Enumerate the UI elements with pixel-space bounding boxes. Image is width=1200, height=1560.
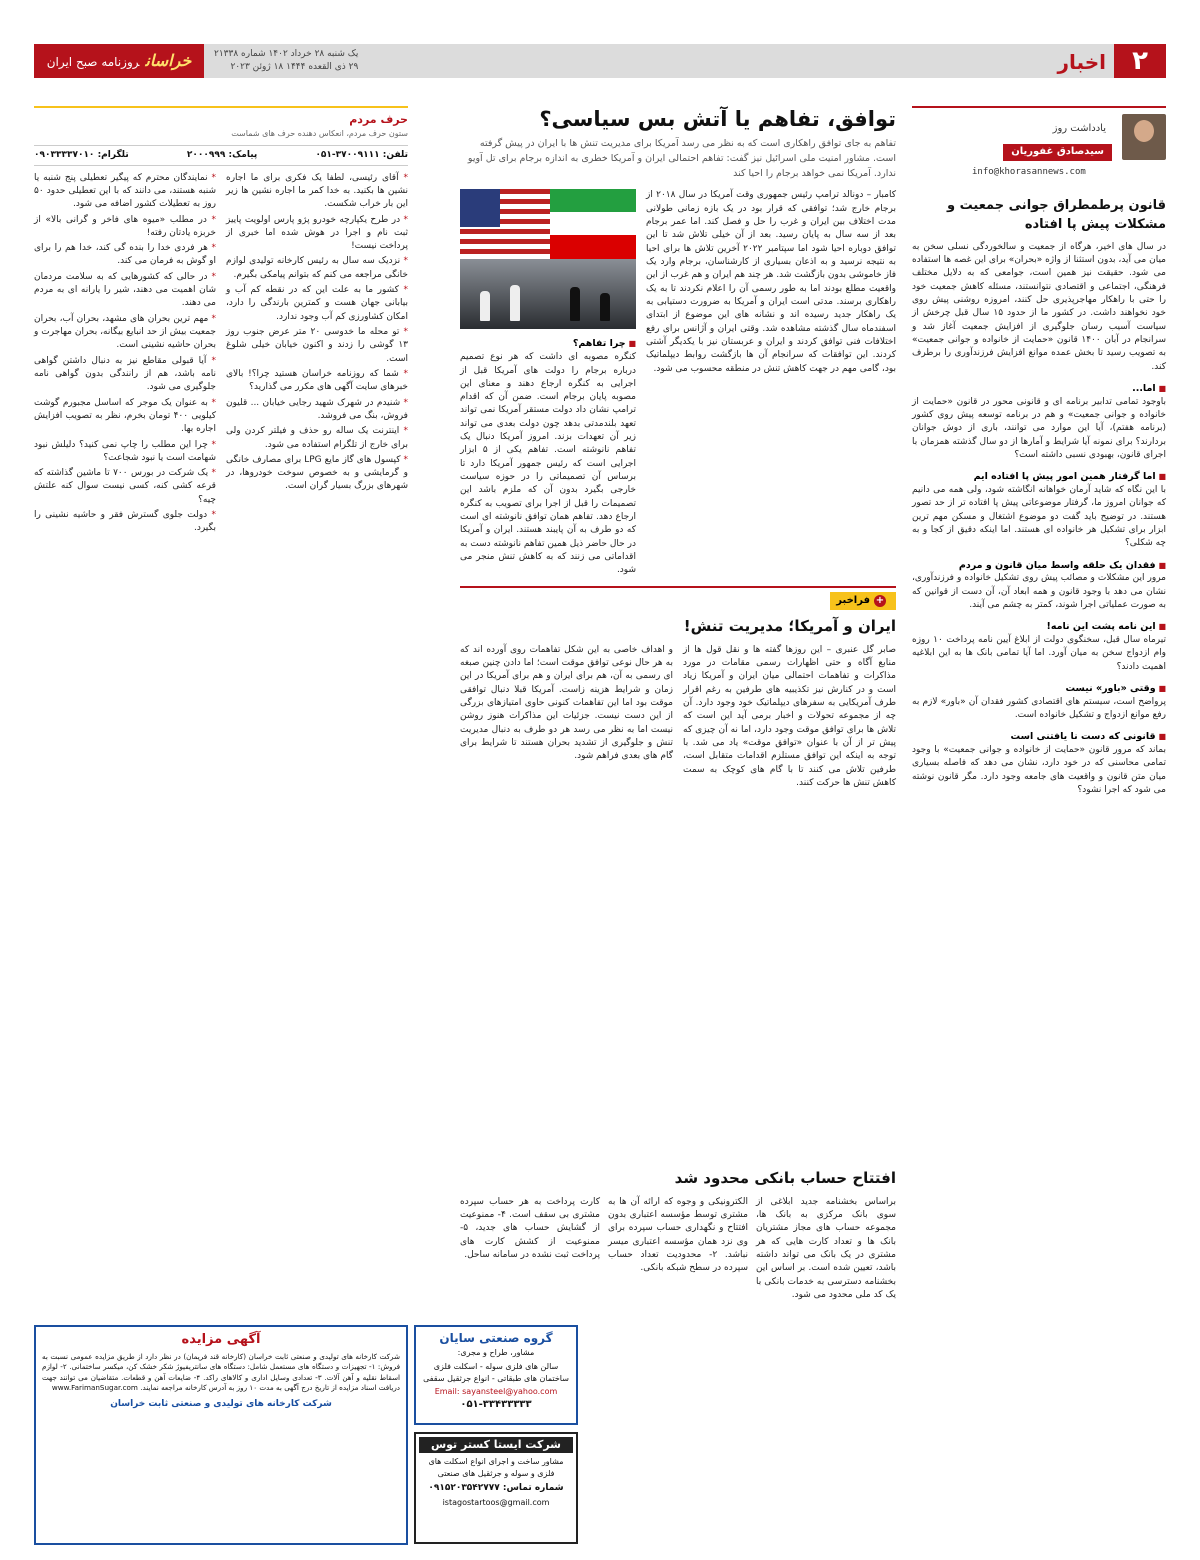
chess-piece-white — [510, 285, 520, 321]
author-name: سیدصادق غفوریان — [1003, 144, 1112, 161]
memo-para-1: باوجود تمامی تدابیر برنامه ای و قانونی محور در قانون «حمایت از خانواده و جوانی جمعیت» و هم در برنامه توسعه پیش روی کشور (برنامه هفتم)، آیا این موارد می توانند، باری از دوش جوانان بردارند؟ برای نمونه آیا شرایط و آمارها از دو سال گذشته همزمان با اجرای قانون، بهبودی نسبی داشته است؟ — [912, 396, 1166, 460]
people-voice-column — [34, 106, 408, 538]
people-voice-item: * آیا قبولی مقاطع نیز به دنبال داشتن گواهی نامه باشد، هم از رانندگی بدون گواهی نامه جلوگیری می شود. — [34, 355, 216, 395]
us-flag-canton — [460, 189, 500, 227]
sayan-ad-services: سالن های فلزی سوله - اسکلت فلزی ساختمان های طبقاتی - انواع جرثقیل سقفی — [423, 1361, 569, 1383]
sayan-ad-email[interactable]: Email: sayansteel@yahoo.com — [434, 1387, 558, 1397]
main-lead: تفاهم به جای توافق راهکاری است که به نظر می رسد آمریکا برای مدیریت تنش ها با ایران در پیش گرفته است. مشاور امنیت ملی اسرائیل نیز گفت: تفاهم احتمالی ایران و آمریکا خطری به اندازه برجام برای تل آویو ندارد. آمریکا نمی خواهد برجام را احیا کند — [467, 138, 896, 179]
people-voice-item: * اینترنت یک ساله رو حذف و فیلتر کردن ولی برای خارج از تلگرام استفاده می شود. — [226, 425, 408, 452]
people-voice-item: * شما که روزنامه خراسان هستید چرا؟! بالای خبرهای سایت آگهی های مکرر می گذارید؟ — [226, 368, 408, 395]
main-news-column — [460, 106, 896, 790]
people-voice-item: * به عنوان یک موجر که اساسل مجبورم گوشت کیلویی ۴۰۰ تومان بخرم، نظر به تصویب افزایش اجاره بها. — [34, 397, 216, 437]
people-voice-item: * تو محله ما خدوسی ۲۰ متر عرض جنوب روز ۱۳ گوشی را زدند و اکنون خیابان خیلی شلوغ است. — [226, 326, 408, 366]
people-voice-item: * چرا این مطلب را چاپ نمی کنید؟ دلیلش نبود شهامت است یا نبود شجاعت؟ — [34, 439, 216, 466]
people-voice-item: * مهم ترین بحران های مشهد، بحران آب، بحران جمعیت بیش از حد انبایع بیگانه، بحران مهاجرت و بحران حاشیه نشینی است. — [34, 313, 216, 353]
sayan-ad-phone[interactable]: ۰۵۱-۳۳۴۳۳۳۳۳ — [460, 1398, 532, 1410]
memo-para-6: بماند که مرور قانون «حمایت از خانواده و جوانی جمعیت» با وجود تمامی محاسنی که در خود دارد، نشان می دهد که فاصله بسیاری میان متن قانون و واقعیت های جامعه وجود دارد. مگر قانون نوشته می شود که اجرا نشود؟ — [912, 745, 1166, 796]
farakhabar-section — [460, 586, 896, 791]
auction-ad-body: شرکت کارخانه های تولیدی و صنعتی ثابت خراسان (کارخانه قند فریمان) در نظر دارد از طریق مزایده عمومی نسبت به فروش: ۱- تجهیزات و دستگاه های مستعمل شامل: دستگاه های سانتریفیوژ شکر خشک کن، میکسر ساختمانی. ۲- لوازم اسقاط نقلیه و آهن آلات. ۳- تعدادی وسایل اداری و کالاهای راکد. ۴- ضایعات آهن و قطعات. متقاضیان می توانند جهت دریافت اسناد مزایده از تاریخ درج آگهی به مدت ۱۰ روز به آدرس کارخانه مراجعه نمایند. www.FarimanSugar.com — [42, 1351, 401, 1393]
masthead — [34, 44, 1166, 78]
memo-label: یادداشت روز — [1052, 123, 1106, 134]
newspaper-logo[interactable] — [34, 44, 204, 78]
chess-piece-black — [570, 287, 580, 321]
istakaster-ad-website[interactable]: istagostartoos@gmail.com — [442, 1498, 550, 1508]
people-voice-title: حرف مردم — [349, 113, 408, 126]
secondary-col1-text: صابر گل عنبری – این روزها گفته ها و نقل قول ها از منابع آگاه و حتی اظهارات رسمی مقامات در مورد مذاکرات و تفاهمات احتمالی میان ایران و آمریکا زیاد است و در کنارش نیز تکذیبیه های طرفین به رغم اقرار طرف آمریکایی به سفرهای دیپلماتیک خود وجود دارد. آن چه از مجموعه تحولات و اخبار برمی آید این است که تلاش ها برای توافق موقت وجود دارد، اما نه آن چیزی که پیش تر از آن با عنوان «توافق موقت» یاد می شد. با توجه به اینکه این توافق مستلزم اقدامات متقابل است، طرفین تلاش می کنند تا با گام های کوچک به سمت کاهش تنش ها حرکت کنند. — [683, 644, 896, 788]
sayan-ad-subtitle: مشاور، طراح و مجری: — [457, 1348, 535, 1358]
auction-ad[interactable] — [34, 1325, 408, 1545]
farakhabar-label: فراخبر — [836, 594, 870, 606]
istakaster-ad[interactable] — [414, 1432, 578, 1544]
people-voice-item: * نزدیک سه سال به رئیس کارخانه تولیدی لوازم خانگی مراجعه می کنم که بتوانم پیامکی بگیرم. — [226, 255, 408, 282]
contact-sms[interactable]: پیامک: ۲۰۰۰۹۹۹ — [186, 149, 258, 160]
people-voice-item: * کپسول های گاز مایع LPG برای مصارف خانگی و گرمایشی و به خصوص سوخت خودروها، در شهرهای بزرگ بسیار گران است. — [226, 454, 408, 494]
author-email[interactable]: info@khorasannews.com — [972, 167, 1086, 177]
people-voice-item: * یک شرکت در بورس ۷۰۰ تا ماشین گذاشته که قرعه کشی کنه، کسی نیست سوال کنه علتش چیه؟ — [34, 467, 216, 507]
issue-date-line2: ۲۹ ذی القعده ۱۴۴۴ ۱۸ ژوئن ۲۰۲۳ — [230, 62, 359, 72]
people-voice-item: * دولت جلوی گسترش فقر و حاشیه نشینی را بگیرد. — [34, 509, 216, 536]
issue-date — [214, 48, 358, 74]
main-headline[interactable]: توافق، تفاهم یا آتش بس سیاسی؟ — [539, 107, 896, 131]
people-voice-item: * آقای رئیسی، لطفا یک فکری برای ما اجاره نشین ها بکنید. به خدا کمر ما اجاره نشین ها زیر این بار خراب شکست. — [226, 172, 408, 212]
people-voice-item: * شنیدم در شهرک شهید رجایی خیابان ... قلیون فروش، بنگ می فروشد. — [226, 397, 408, 424]
people-voice-item: * هر فردی خدا را بنده گی کند، خدا هم را برای او گوش به فرمان می کند. — [34, 242, 216, 269]
memo-subhead-6: ■ قانونی که دست نا یافتنی است — [912, 730, 1166, 744]
bank-col3-text: کارت پرداخت به هر حساب سپرده مشتری بی سقف است. ۴- ممنوعیت از گشایش حساب های جدید، ۵- ممنوعیت از کشش کارت های پرداخت ثبت نشده در سامانه ساحل. — [460, 1196, 600, 1260]
chess-board — [460, 259, 636, 329]
memo-intro: در سال های اخیر، هرگاه از جمعیت و سالخوردگی نسلی سخن به میان می آید، بدون استثنا از واژه «بحران» برای این غصه ها استفاده می شود. حقیقت نیز همین است، جوامعی که به دلایل مختلف فرهنگی، اجتماعی و اقتصادی نتوانستند، مسئله کاهش جمعیت خود را حتی با راهکار مهاجرپذیری حل کنند، امروزه روشنی پیش روی خود نخواهند داشت. در کشور ما از حدود ۱۵ سال قبل چرخش از سیاست آسیب رسان جلوگیری از افزایش جمعیت آغاز شد و سرانجام در آبان ۱۴۰۰ قانون «حمایت از خانواده و جوانی جمعیت» به تصویب رسید تا بخش عمده موانع افزایش فرزندآوری را برطرف کند. — [912, 241, 1166, 372]
memo-headline: قانون پرطمطراق جوانی جمعیت و مشکلات پیش پا افتاده — [947, 198, 1166, 232]
memo-para-3: مرور این مشکلات و مصائب پیش روی تشکیل خانواده و فرزندآوری، نشان می دهد با وجود قانون و همه ابعاد آن، آن دست از قوانین که به صورت عملیاتی اجرا شوند، کمتر به چشم می آیند. — [912, 573, 1166, 610]
main-image-column — [460, 189, 636, 577]
memo-subhead-1: ■ اما... — [912, 382, 1166, 396]
chess-piece-black — [600, 293, 610, 321]
memo-subhead-4: ■ این نامه پشت این نامه! — [912, 620, 1166, 634]
memo-subhead-2: ■ اما گرفتار همین امور پیش پا افتاده ایم — [912, 470, 1166, 484]
main-col2-text: کنگره مصوبه ای داشت که هر نوع تصمیم درباره برجام را دولت های آمریکا قبل از اجرایی به کنگره ارجاع دهند و معنای این مصوبه پایان برجام است. ضمن آن که اقدام ترامپ نشان داد دولت مستقر آمریکا نمی تواند تعهد بلندمدتی بدهد چون دولت بعدی می تواند زیر آن تعهدات بزند. امروز آمریکا دنبال یک تفاهم نانوشته است. تفاهم یکی از ۵ ابزار اجرایی است که رئیس جمهور آمریکا دارد تا برساس آن تصمیماتی را در حوزه سیاست خارجی بگیرد بدون آن که ملزم باشد این تصمیمات را قبل از اجرا برای تصویب به کنگره ارجاع دهد. تفاهم همان توافق نانوشته ای است که دو طرف به آن پایبند هستند. ایران و آمریکا در حال حاضر ذیل همین تفاهم نانوشته دست به اقداماتی می زنند که به کاهش تنش منجر می شود. — [460, 352, 636, 576]
bank-article — [460, 1160, 896, 1302]
author-box — [912, 106, 1166, 166]
main-text-column-1 — [646, 189, 896, 577]
why-understanding-subhead: ■ چرا تفاهم؟ — [460, 337, 636, 351]
logo-tagline: روزنامه صبح ایران — [46, 55, 140, 69]
istakaster-ad-title: شرکت ایستا کستر توس — [419, 1437, 573, 1453]
auction-ad-title: آگهی مزایده — [181, 1332, 261, 1347]
plus-icon: + — [875, 594, 885, 606]
page-number: ۲ — [1114, 44, 1166, 78]
iran-flag-red — [550, 235, 636, 259]
iran-flag-white — [550, 212, 636, 235]
memo-para-2: با این نگاه که شاید آرمان خواهانه انگاشته شود، ولی همه می دانیم که جوانان امروز ما، گرفتار موضوعاتی پیش پا افتاده تر از حد تصور هستند. در توضیح باید گفت دو موضوع اشتغال و مسکن مهم ترین ابزار برای تشکیل هر خانواده ای هستند. اما اینکه دقیق از کجا و به چه شکلی؟ — [912, 484, 1166, 549]
bank-columns — [460, 1196, 896, 1303]
chess-piece-white — [480, 291, 490, 321]
people-voice-item: * در مطلب «میوه های فاخر و گرانی بالا» از خربزه یادتان رفته! — [34, 214, 216, 241]
logo-brand: خراسان — [145, 51, 192, 70]
people-voice-item: * نمایندگان محترم که پیگیر تعطیلی پنج شنبه یا شنبه هستند، می دانند که با این تعطیلی حدود ۵۰ روز به تعطیلات کشور اضافه می شود. — [34, 172, 216, 212]
people-voice-header — [34, 106, 408, 140]
auction-ad-footer: شرکت کارخانه های تولیدی و صنعتی ثابت خراسان — [110, 1398, 332, 1409]
people-voice-item: * کشور ما به علت این که در نقطه کم آب و بیابانی جهان هست و کمترین بارندگی را دارد، امکان کشاورزی کم آب وجود ندارد. — [226, 284, 408, 324]
people-voice-col-1 — [226, 172, 408, 538]
us-iran-flags-chess-image — [460, 189, 636, 329]
bank-headline[interactable]: افتتاح حساب بانکی محدود شد — [674, 1169, 896, 1187]
farakhabar-tag — [830, 592, 896, 611]
sayan-ad-title: گروه صنعتی سایان — [439, 1331, 553, 1345]
contact-telegram[interactable]: تلگرام: ۰۹۰۳۳۳۳۷۰۱۰ — [34, 149, 129, 160]
people-voice-item: * در طرح یکپارچه خودرو پژو پارس اولویت پاییز ثبت نام و اجرا در هوش شده اما خبری از پرداخت نیست! — [226, 214, 408, 254]
sayan-ad[interactable] — [414, 1325, 578, 1425]
memo-subhead-3: ■ فقدان یک حلقه واسط میان قانون و مردم — [912, 559, 1166, 573]
section-title: اخبار — [1057, 50, 1106, 74]
daily-memo-column — [912, 106, 1166, 797]
main-top-row — [460, 189, 896, 577]
people-voice-columns — [34, 172, 408, 538]
bank-col1-text: براساس بخشنامه جدید ابلاغی از سوی بانک مرکزی به بانک ها، مجموعه حساب های مجاز مشتریان بانک ها و تعداد کارت هایی که هر مشتری در یک بانک می تواند داشته باشد، تعیین شده است. بر اساس این بخشنامه دسترسی به خدمات بانکی با یک کد ملی محدود می شود. — [756, 1196, 896, 1300]
secondary-headline[interactable]: ایران و آمریکا؛ مدیریت تنش! — [683, 617, 896, 636]
memo-para-4: تیرماه سال قبل، سخنگوی دولت از ابلاغ آیین نامه پرداخت ۱۰ روزه وام ازدواج سخن به میان آورد. اما آیا تمامی بانک ها به این ابلاغیه اهمیت دادند؟ — [912, 634, 1166, 672]
bank-col2-text: الکترونیکی و وجوه که ارائه آن ها به مشتری توسط مؤسسه اعتباری بدون افتتاح و نگهداری حساب سپرده برای وی نزد همان مؤسسه اعتباری میسر نباشد. ۲- محدودیت تعداد حساب سپرده در سطح شبکه بانکی. — [608, 1196, 748, 1274]
author-avatar — [1122, 114, 1166, 160]
secondary-col2-text: و اهداف خاصی به این شکل تفاهمات روی آورده اند که به هر حال نوعی توافق موقت است؛ اما دادن چنین صبغه ای رسمی به آن، هم برای ایران و هم برای آمریکا در این زمان و شرایط هزینه زاست. آمریکا قبلا دنبال توافقی موقت بود اما این تفاهمات کنونی حاوی امتیازهای بزرگی از این دست نیست. جزئیات این مذاکرات هنوز روشن نیست اما به نظر می رسد هر دو طرف به دنبال مدیریت تنش و جلوگیری از تشدید بحران هستند تا شرایط برای گام های بعدی فراهم شود. — [460, 644, 673, 762]
people-voice-col-2 — [34, 172, 216, 538]
memo-para-5: پرواضح است، سیستم های اقتصادی کشور فقدان آن «باور» لازم به رفع موانع ازدواج و تشکیل خانواده است. — [912, 696, 1166, 720]
istakaster-ad-phone[interactable]: شماره تماس: ۰۹۱۵۲۰۳۵۴۲۷۷۷ — [428, 1483, 564, 1494]
people-voice-subtitle: ستون حرف مردم، انعکاس دهنده حرف های شماست — [231, 128, 408, 138]
contact-bar — [34, 145, 408, 166]
memo-subhead-5: ■ وقتی «باور» نیست — [912, 682, 1166, 696]
istakaster-ad-body: مشاور ساخت و اجرای انواع اسکلت های فلزی و سوله و جرثقیل های صنعتی — [428, 1456, 564, 1478]
main-col1-text: کامبار – دونالد ترامپ رئیس جمهوری وقت آمریکا در سال ۲۰۱۸ از برجام خارج شد؛ توافقی که قرار بود در یک بازه زمانی طولانی مدت اختلاف بین ایران و غرب را حل و فصل کند. اما عمر برجام بعد از سه سال به پایان رسید. بعد از آن خیلی تلاش شد تا این توافق دوباره احیا شود اما سپتامبر ۲۰۲۲ آخرین تلاش ها برای احیا به نتیجه نرسید و به اذعان بسیاری از کارشناسان، برجام وارد یک فاز خاموشی بدون بازگشت شد. هر چند هم ایران و هم غرب از این واقعیت مطلع بودند اما به طور رسمی آن را اعلام نکردند تا به یک راهکاری برسند. مدتی است ایران و آمریکا به ضرورت دستیابی به یک راهکار جدید رسیده اند و نشانه های این موضوع از ابتدای اسفندماه سال گذشته مشاهده شد. وقتی ایران و آژانس برای رفع اختلافات فنی توافق کردند و ایران و عربستان نیز با یکدیگر آشتی کردند. این توافقات که سرانجام آن ها بازگشت روابط دیپلماتیک بود، گامی مهم در جهت کاهش تنش در منطقه محسوب می شود. — [646, 190, 897, 374]
secondary-columns — [460, 644, 896, 790]
iran-flag-green — [550, 189, 636, 212]
contact-phone[interactable]: تلفن: ۳۷۰۰۹۱۱۱-۰۵۱ — [315, 149, 408, 160]
people-voice-item: * در حالی که کشورهایی که به سلامت مردمان شان اهمیت می دهند، شیر را یارانه ای به مردم می دهند. — [34, 271, 216, 311]
issue-date-line1: یک شنبه ۲۸ خرداد ۱۴۰۲ شماره ۲۱۳۳۸ — [214, 49, 359, 59]
